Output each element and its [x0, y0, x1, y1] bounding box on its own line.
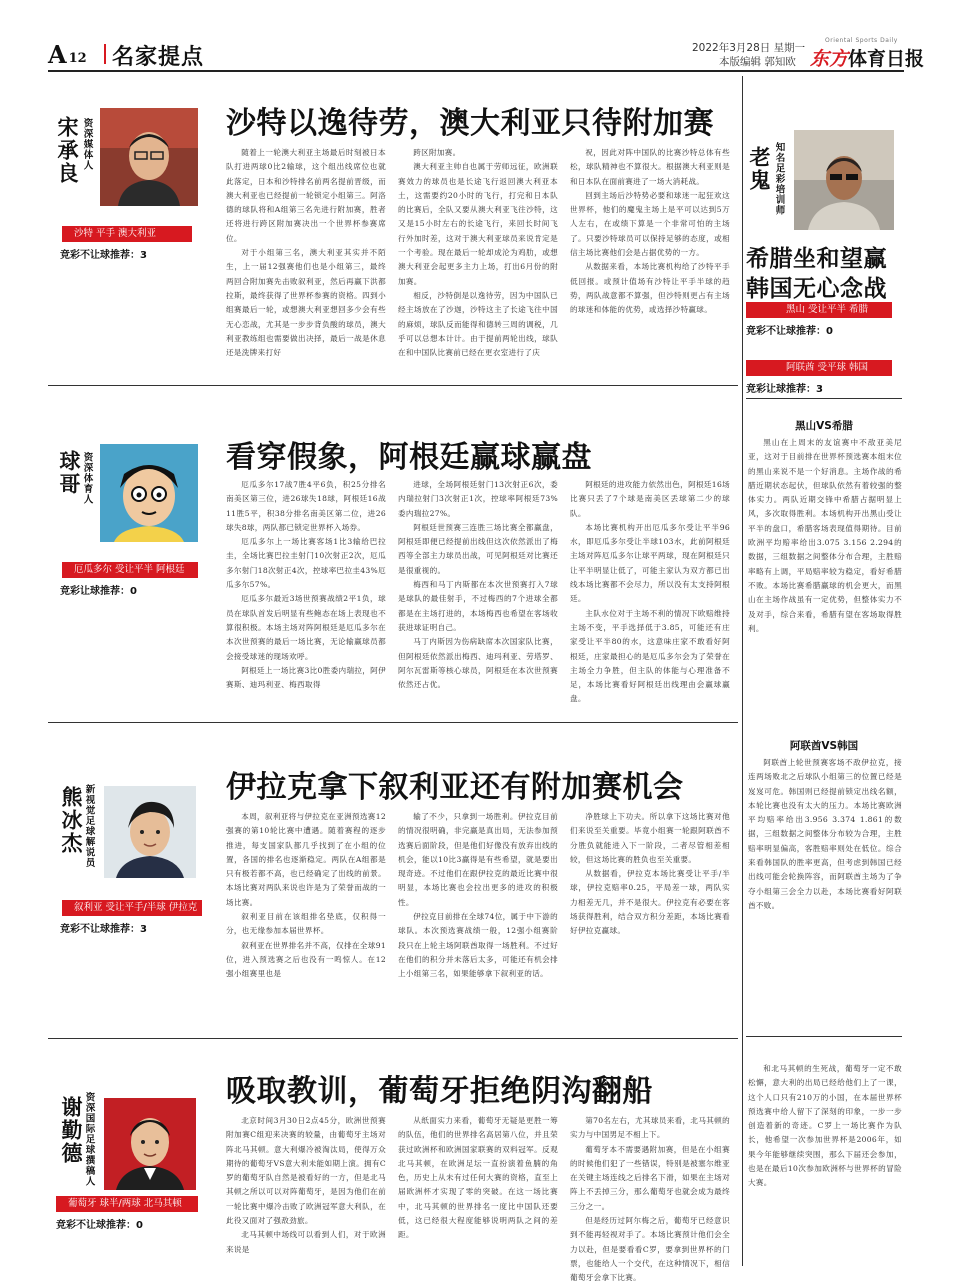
author-avatar: [794, 130, 894, 230]
paragraph: 北马其顿中场线可以看到人们，对于欧洲来说是: [226, 1230, 386, 1254]
recommendation: 竞彩不让球推荐：0: [56, 1220, 143, 1231]
paragraph: 梅西和马丁内斯都在本次世预赛打入7球是球队的最佳射手，不过梅西的7个进球全都都是在主场打进的，本场梅西也希望在客场收获进球证明自己。: [398, 580, 558, 632]
sidebar-column: 阿联酋上轮世预赛客场不敌伊拉克，接连两场败北之后球队小组第三的位置已经是岌岌可危。韩国则已经提前锁定出线名额，本轮比赛也没有太大的压力。本场比赛欧洲平均赔率给出3.956 3.374 1.861的数据，三组数据之间整体分布较为合理，主胜赔率明显偏高，客胜赔率则处在低位。综合来看韩国队的胜率更高，但考虑到韩国已经出线可能会轮换阵容，而阿联酋主场为了争夺小组第三会全力以赴，本场比赛看好阿联酋不败。: [748, 758, 902, 910]
paragraph: 厄瓜多尔上一场比赛客场1比3输给巴拉圭，全场比赛巴拉圭射门10次射正2次，厄瓜多尔射门18次射正4次，控球率巴拉圭43%厄瓜多尔57%。: [226, 537, 386, 590]
author-name: 谢勤德: [59, 1096, 83, 1165]
article-column: 输了不少，只拿到一场胜利。伊拉克目前的情况很明确，非完赢是真出局，无法参加预选赛后面阶段，但是他们好像没有放弃出线的机会，能以10比3赢得是有些希望，就是要出现奇迹。不过他们在跟伊拉克的最近比赛中很明显，本场比赛也会拉出更多的进攻的积极性。 伊拉克目前排在全球74位，属于中下游的球队。本次预选赛战绩一般，12强小组赛阶段只在上轮主场阿联酋取得一场胜利。不过好在他们的积分并未落后太多，可能还有机会排上小组第三名，如果能够拿下叙利亚的话。: [398, 810, 558, 1014]
article-column: 北京时间3月30日2点45分，欧洲世预赛附加赛C组迎来决赛的较量，由葡萄牙主场对阵北马其顿。意大利爆冷被淘汰局，使得万众期待的葡萄牙VS意大利未能如期上演。拥有C罗的葡萄牙队自然是被看好的一方，但是北马其顿之所以可以对阵葡萄牙，是因为他们在前一轮比赛中爆冷击败了欧洲冠军意大利队，在此役又面对了强敌劲旅。 北马其顿中场线可以看到人们，对于欧洲来说是: [226, 1114, 386, 1260]
page-number: A 12: [48, 40, 87, 69]
recommendation: 竞彩让球推荐：3: [746, 384, 823, 395]
paragraph: 葡萄牙本不需要遇附加赛，但是在小组赛的时候他们犯了一些错误，特别是被塞尔维亚在关键主场连线之后排名下滑，如果在主场对阵上不丢掉三分，那么葡萄牙也就会成为最终三分之一。: [570, 1144, 730, 1211]
article-column: 跨区附加赛。 澳大利亚主帅自也属于劳师远征，欧洲联赛效力的球员也是长途飞行返回澳大利亚本土，这需要约20小时的飞行，打完和日本队的比赛后，全队又要从澳大利亚飞往沙特，这又是15小时左右的长途飞行，来回长时间飞行外加时差，这对于澳大利亚球员来说肯定是一个考验。现在最后一轮却成沦为鸡肋，或想澳大利亚会起更多主力上场，打出6月份的附加赛。 相反，沙特倒是以逸待劳，因为中国队已经主场放在了沙迦，沙特这主了长途飞往中国的麻烦，球队反而能得和德转三周的调税，几乎可以总想本计计。由于提前两轮出线，球队在和中国队比赛前已经在更衣室进行了庆: [398, 146, 558, 376]
editor-credit: 本版编辑 郭知欧: [719, 56, 796, 68]
paragraph: 回到主场后沙特势必要和球迷一起狂欢这世界杯，他们的魔鬼主场上是平可以达到5万人左右，在或绩下算是一个非常可怕的主场了。只要沙特球员可以保持足够的态度，或相信主场比赛他们会是占据优势的一方。: [570, 190, 730, 258]
recommendation: 竞彩让球推荐：0: [60, 586, 137, 597]
issue-date: 2022年3月28日 星期一: [692, 42, 806, 54]
match-tag: 沙特 平手 澳大利亚: [62, 226, 192, 242]
recommendation: 竞彩不让球推荐：3: [60, 924, 147, 935]
header-rule: [48, 70, 904, 72]
match-tag: 黑山 受让平半 希腊: [746, 302, 892, 318]
paragraph: 澳大利亚主帅自也属于劳师远征，欧洲联赛效力的球员也是长途飞行返回澳大利亚本土，这需要约20小时的飞行，打完和日本队的比赛后，全队又要从澳大利亚飞往沙特，这又是15小时左右的长途飞行，来回长时间飞行外加时差，这对于澳大利亚球员来说肯定是一个考验。现在最后一轮却成沦为鸡肋，或想澳大利亚会起更多主力上场，打出6月份的附加赛。: [398, 162, 558, 286]
author-avatar: [100, 444, 198, 542]
newspaper-logo: 东方体育日报: [810, 48, 925, 70]
match-tag: 叙利亚 受让平手/半球 伊拉克: [62, 900, 202, 916]
sidebar-rule: [746, 398, 902, 399]
author-name: 熊冰杰: [59, 786, 83, 855]
article-column: 祝，因此对阵中国队的比赛沙特总体有些松，球队精神也不算很大。根据澳大利亚则是和日本队在面前赛进了一场大消耗战。 回到主场后沙特势必要和球迷一起狂欢这世界杯，他们的魔鬼主场上是平可以达到5万人左右，在或绩下算是一个非常可怕的主场了。只要沙特球员可以保持足够的态度，或相信主场比赛他们会是占据优势的一方。 从数据来看，本场比赛机构给了沙特平手低回报。或预计值场有沙特让平手半球的趋势，两队战意都不算强，但沙特则更占有主场的球迷和体能的优势，或选择沙特赢球。: [570, 146, 730, 376]
paragraph: 从数据来看，本场比赛机构给了沙特平手低回报。或预计值场有沙特让平手半球的趋势，两队战意都不算强，但沙特则更占有主场的球迷和体能的优势，或选择沙特赢球。: [570, 262, 730, 315]
author-name: 老鬼: [747, 146, 771, 192]
match-tag: 葡萄牙 球半/两球 北马其顿: [56, 1196, 198, 1212]
section-title: 名家提点: [112, 45, 205, 70]
article-column: 本周，叙利亚将与伊拉克在亚洲预选赛12强赛的第10轮比赛中遭遇。随着赛程的逐步推进，每支国家队都几乎找到了在小组的位置，各国的排名也逐渐稳定。两队在A组都是只有极若都不高，也已经确定了出线的前景。本场比赛对两队来说也许是为了荣誉而战的一场比赛。 叙利亚目前在该组排名垫底，仅积得一分，也无缘参加本届世界杯。 叙利亚在世界排名并不高，仅排在全球91位，进入预选赛之后也没有一鸣惊人。在12强小组赛里也是: [226, 810, 386, 1014]
article-column: 阿根廷的进攻能力依然出色，阿根廷16场比赛只丢了7个球是南美区丢球第二少的球队。 本场比赛机构开出厄瓜多尔受让平半96水，即厄瓜多尔受让半球103水，此前阿根廷主场对阵厄瓜多尔让球平两球，现在阿根廷只让平半明显让低了，可能主家认为双方都已出线本场比赛都不会尽力，所以没有太支持阿根廷。 主队水位对于主场不利的情况下欧赔维持主场不变，平手选择低于3.85，可能还有庄家受让平半80的水，这意味庄家不敢看好阿根廷，庄家最担心的是厄瓜多尔会为了荣誉在主场全力争胜，但主队的体能与心理准备不足，本场比赛看好阿根廷出线理由会赢球赢盘。: [570, 478, 730, 718]
author-name: 球哥: [57, 450, 81, 496]
paragraph: 阿根廷世预赛三连胜三场比赛全都赢盘，阿根廷即便已经提前出线但这次依然派出了梅西等全部主力球员出战，可见阿根廷对比赛还是很重视的。: [398, 522, 558, 575]
section-divider: [48, 722, 738, 723]
match-tag: 阿联酋 受平球 韩国: [746, 360, 892, 376]
article-headline: 沙特以逸待劳，澳大利亚只待附加赛: [226, 106, 714, 141]
author-title: 新视觉足球解说员: [83, 784, 95, 868]
logo-english: Oriental Sports Daily: [825, 37, 898, 44]
article-column: 进球，全场阿根廷射门13次射正6次，委内瑞拉射门3次射正1次，控球率阿根廷73%委内瑞拉27%。 阿根廷世预赛三连胜三场比赛全都赢盘，阿根廷即便已经提前出线但这次依然派出了梅西等全部主力球员出战，可见阿根廷对比赛还是很重视的。 梅西和马丁内斯都在本次世预赛打入7球是球队的最佳射手，不过梅西的7个进球全都都是在主场打进的，本场梅西也希望在客场收获进球证明自己。 马丁内斯因为伤病缺席本次国家队比赛，但阿根廷依然派出梅西、迪玛利亚、劳塔罗、阿尔瓦雷斯等核心球员，阿根廷在本次世预赛依然还占优。: [398, 478, 558, 718]
article-column: 从纸面实力来看，葡萄牙无疑是更胜一筹的队伍，他们的世界排名高居第八位，并且荣获过欧洲杯和欧洲国家联赛的双料冠军。反观北马其顿，在欧洲足坛一直扮演着鱼腩的角色，历史上从未有过任何大赛的资格，直至上届欧洲杯才实现了零的突破。在这一场比赛中，北马其顿的世界排名一度比中国队还要低，这已经很大程度能够说明两队之间的差距。: [398, 1116, 558, 1240]
paragraph: 但是经历过阿尔梅之后，葡萄牙已经意识到不能再轻视对手了。本场比赛预计他们会全力以赴，但是要看看C罗，要拿到世界杯的门票，也能给人一个交代，在这种情况下，相信葡萄牙会拿下比赛。: [570, 1216, 730, 1283]
sidebar-column: 和北马其顿的生死战，葡萄牙一定不敢松懈，意大利的出局已经给他们上了一课，这个人口只有210万的小国，在本届世界杯预选赛中给人留下了深刻的印象，一步一步创造着新的奇迹。C罗上一场比赛作为队长，他希望一次参加世界杯是2006年，如果今年能够继续突围，那么下届还会参加，也是在最后10次参加欧洲杯与世界杯的冒险大赛。: [748, 1064, 902, 1188]
recommendation: 竞彩不让球推荐：0: [746, 326, 833, 337]
article-column: 随着上一轮澳大利亚主场最后时刻被日本队打进两球0比2输球，这个组出线席位也就此落定，日本和沙特排名前两名提前晋级，而澳大利亚也已经提前一轮锁定小组第三。阿洛德的球队将和A组第三名先进行附加赛，胜者还将进行跨区附加赛决出一个世界杯参赛席位。 对于小组第三名，澳大利亚其实并不陌生，上一届12强赛他们也是小组第三，最终两回合附加赛先击败叙利亚，然后再赢下洪都拉斯，最终获得了世界杯参赛的资格。四到小组赛最后一轮，或想澳大利亚想回多少会有些无心恋战，尤其是一步步背负酸的球员，澳大利亚教练组也需要做出决择，最后一战是休息还是洗牌来打好: [226, 146, 386, 376]
paragraph: 叙利亚目前在该组排名垫底，仅积得一分，也无缘参加本届世界杯。: [226, 912, 386, 936]
recommendation: 竞彩不让球推荐：3: [60, 250, 147, 261]
paragraph: 阿根廷上一场比赛3比0胜委内瑞拉，阿伊赛斯、迪玛利亚、梅西取得: [226, 665, 386, 690]
author-name: 宋承良: [55, 116, 79, 185]
paragraph: 从数据看，伊拉克本场比赛受让平手/半球，伊拉克赔率0.25，平局差一球，两队实力相差无几，并不是很大。伊拉克有必要在客场获得胜利，结合双方积分差距，本场比赛看好伊拉克赢球。: [570, 869, 730, 936]
subsection-title: 黑山VS希腊: [795, 420, 853, 432]
sidebar-divider: [742, 76, 743, 1266]
paragraph: 相反，沙特倒是以逸待劳，因为中国队已经主场放在了沙迦，沙特这主了长途飞往中国的麻烦，球队反而能得和德转三周的调税，几乎可以总想本计计。由于提前两轮出线，球队在和中国队比赛前已经在更衣室进行了庆: [398, 290, 558, 358]
author-title: 资深媒体人: [81, 118, 93, 171]
author-title: 知名足彩培训师: [773, 142, 785, 216]
sidebar-rule: [746, 1036, 902, 1037]
author-title: 资深体育人: [81, 452, 93, 505]
article-headline: 伊拉克拿下叙利亚还有附加赛机会: [226, 770, 684, 805]
paragraph: 主队水位对于主场不利的情况下欧赔维持主场不变，平手选择低于3.85，可能还有庄家受让平半80的水，这意味庄家不敢看好阿根廷，庄家最担心的是厄瓜多尔会为了荣誉在主场全力争胜，但主队的体能与心理准备不足，本场比赛看好阿根廷出线理由会赢球赢盘。: [570, 608, 730, 704]
article-headline: 看穿假象，阿根廷赢球赢盘: [226, 440, 592, 475]
paragraph: 对于小组第三名，澳大利亚其实并不陌生，上一届12强赛他们也是小组第三，最终两回合附加赛先击败叙利亚，然后再赢下洪都拉斯，最终获得了世界杯参赛的资格。四到小组赛最后一轮，或想澳大利亚想回多少会有些无心恋战，尤其是一步步背负酸的球员，澳大利亚教练组也需要做出决择，最后一战是休息还是洗牌来打好: [226, 248, 386, 358]
match-tag: 厄瓜多尔 受让平半 阿根廷: [62, 562, 198, 578]
paragraph: 叙利亚在世界排名并不高，仅排在全球91位，进入预选赛之后也没有一鸣惊人。在12强小组赛里也是: [226, 940, 386, 979]
article-headline: 吸取教训，葡萄牙拒绝阴沟翻船: [226, 1074, 653, 1109]
article-column: 厄瓜多尔17战7胜4平6负，积25分排名南美区第三位，进26球失18球，阿根廷16战11胜5平，积38分排名南美区第二位，进26球失8球，两队都已锁定世界杯入场券。 厄瓜多尔上一场比赛客场1比3输给巴拉圭，全场比赛巴拉圭射门10次射正2次，厄瓜多尔射门18次射正4次，控球率巴拉圭43%厄瓜多尔57%。 厄瓜多尔最近3场世预赛战绩2平1负，球员在球队首发后明显有些鲍态在场上表现也不算很积极。本场主场对阵阿根廷是厄瓜多尔在本次世预赛的最后一场比赛，无论输赢球员都会接受球迷的现场欢呼。 阿根廷上一场比赛3比0胜委内瑞拉，阿伊赛斯、迪玛利亚、梅西取得: [226, 478, 386, 718]
header-divider: [104, 44, 106, 64]
author-avatar: [100, 108, 198, 206]
paragraph: 本场比赛机构开出厄瓜多尔受让平半96水，即厄瓜多尔受让半球103水，此前阿根廷主场对阵厄瓜多尔让球平两球，现在阿根廷只让平半明显让低了，可能主家认为双方都已出线本场比赛都不会尽力，所以没有太支持阿根廷。: [570, 522, 730, 604]
author-avatar: [104, 1098, 196, 1190]
author-avatar: [104, 786, 196, 878]
author-title: 资深国际足球撰稿人: [83, 1092, 95, 1187]
article-column: 第70名左右，尤其球员来看，北马其顿的实力与中国男足不相上下。 葡萄牙本不需要遇附加赛，但是在小组赛的时候他们犯了一些错误，特别是被塞尔维亚在关键主场连线之后排名下滑，如果在主场对阵上不丢掉三分，那么葡萄牙也就会成为最终三分之一。 但是经历过阿尔梅之后，葡萄牙已经意识到不能再轻视对手了。本场比赛预计他们会全力以赴，但是要看看C罗，要拿到世界杯的门票，也能给人一个交代，在这种情况下，相信葡萄牙会拿下比赛。: [570, 1114, 730, 1260]
sidebar-headline-line2: 韩国无心念战: [746, 275, 887, 302]
sidebar-column: 黑山在上周末的友谊赛中不敌亚美尼亚，这对于目前排在世界杯预选赛本组末位的黑山来说不是一个好消息。主场作战的希腊近期状态起伏，但球队依然有着较强的整体实力。两队近期交锋中希腊占据明显上风，多次取得胜利。本场机构开出黑山受让平半的盘口，希腊客场表现值得期待。目前欧洲平均赔率给出3.075 3.156 2.294的数据，三组数据之间整体分布合理，主胜赔率略有上调，平局赔率较为稳定，看好希腊不败。本场比赛希腊赢球的机会更大，而黑山在主场作战虽有一定优势，但整体实力不及对手，综合来看，希腊有望在客场取得胜利。: [748, 438, 902, 633]
paragraph: 马丁内斯因为伤病缺席本次国家队比赛，但阿根廷依然派出梅西、迪玛利亚、劳塔罗、阿尔瓦雷斯等核心球员，阿根廷在本次世预赛依然还占优。: [398, 637, 558, 690]
section-divider: [48, 1038, 738, 1039]
subsection-title: 阿联酋VS韩国: [789, 740, 859, 752]
sidebar-headline-line1: 希腊坐和望赢: [746, 245, 887, 272]
article-column: 净胜球上下功夫。所以拿下这场比赛对他们来说至关重要。毕竟小组赛一轮跟阿联酋不分胜负就能进入下一阶段，二者尽管相差相较，但这场比赛的胜负也至关重要。 从数据看，伊拉克本场比赛受让平手/半球，伊拉克赔率0.25，平局差一球，两队实力相差无几，并不是很大。伊拉克有必要在客场获得胜利，结合双方积分差距，本场比赛看好伊拉克赢球。: [570, 810, 730, 1014]
paragraph: 伊拉克目前排在全球74位，属于中下游的球队。本次预选赛战绩一般，12强小组赛阶段只在上轮主场阿联酋取得一场胜利。不过好在他们的积分并未落后太多，可能还有机会排上小组第三名，如果能够拿下叙利亚的话。: [398, 912, 558, 979]
paragraph: 厄瓜多尔最近3场世预赛战绩2平1负，球员在球队首发后明显有些鲍态在场上表现也不算很积极。本场主场对阵阿根廷是厄瓜多尔在本次世预赛的最后一场比赛，无论输赢球员都会接受球迷的现场欢呼。: [226, 594, 386, 661]
section-divider: [48, 385, 738, 386]
